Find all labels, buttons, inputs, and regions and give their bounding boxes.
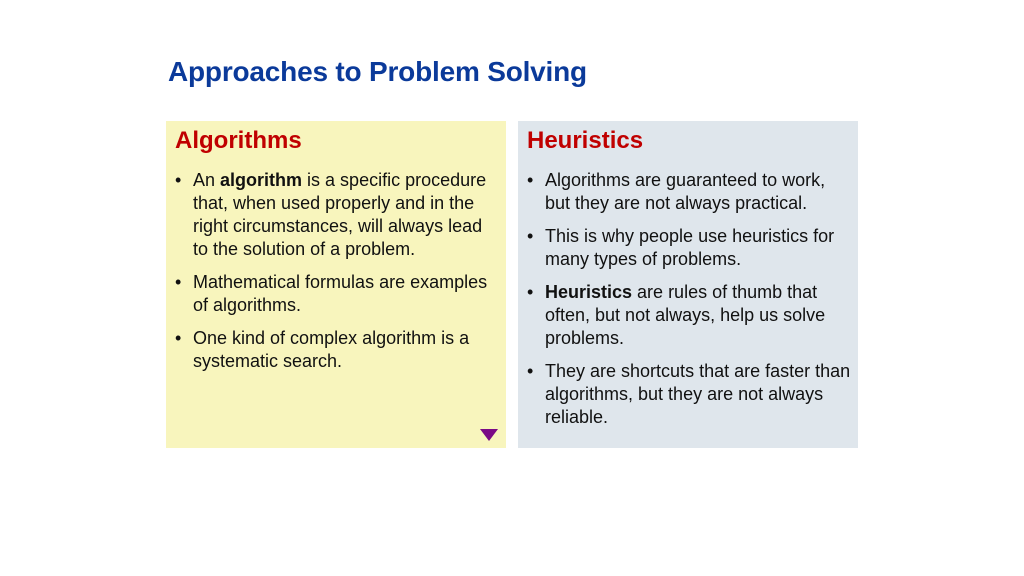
algorithms-title: Algorithms bbox=[175, 127, 302, 154]
algorithms-bullet-list bbox=[172, 169, 500, 383]
bullet-icon: • bbox=[527, 282, 534, 302]
bullet-text: An bbox=[193, 170, 221, 190]
bullet-text: They are shortcuts that are faster than algorithms, but they are not always reliable. bbox=[545, 361, 851, 427]
bullet-text: Mathematical formulas are examples of algorithms. bbox=[193, 272, 488, 315]
algorithms-panel bbox=[166, 121, 506, 448]
bullet-bold-term: Heuristics bbox=[545, 282, 633, 302]
heuristics-panel bbox=[518, 121, 858, 448]
bullet-text: are rules of thumb that often, but not always, help us solve problems. bbox=[545, 282, 826, 348]
bullet-item bbox=[524, 281, 852, 350]
down-triangle-icon[interactable] bbox=[480, 429, 498, 441]
bullet-bold-term: algorithm bbox=[220, 170, 303, 190]
bullet-text: One kind of complex algorithm is a systematic search. bbox=[193, 328, 470, 371]
heuristics-title: Heuristics bbox=[527, 127, 644, 154]
bullet-icon: • bbox=[175, 272, 182, 292]
bullet-icon: • bbox=[175, 328, 182, 348]
bullet-item bbox=[172, 327, 500, 373]
bullet-item bbox=[524, 169, 852, 215]
bullet-icon: • bbox=[527, 170, 534, 190]
bullet-text: is a specific procedure that, when used properly and in the right circumstances, will always lead to the solution of a problem. bbox=[193, 170, 487, 259]
bullet-item bbox=[172, 169, 500, 261]
bullet-text: Algorithms are guaranteed to work, but they are not always practical. bbox=[545, 170, 826, 213]
bullet-text: This is why people use heuristics for many types of problems. bbox=[545, 226, 835, 269]
bullet-icon: • bbox=[527, 361, 534, 381]
bullet-item bbox=[524, 225, 852, 271]
bullet-item bbox=[524, 360, 852, 429]
bullet-item bbox=[172, 271, 500, 317]
slide-title: Approaches to Problem Solving bbox=[168, 56, 587, 87]
bullet-icon: • bbox=[175, 170, 182, 190]
bullet-icon: • bbox=[527, 226, 534, 246]
heuristics-bullet-list bbox=[524, 169, 852, 439]
